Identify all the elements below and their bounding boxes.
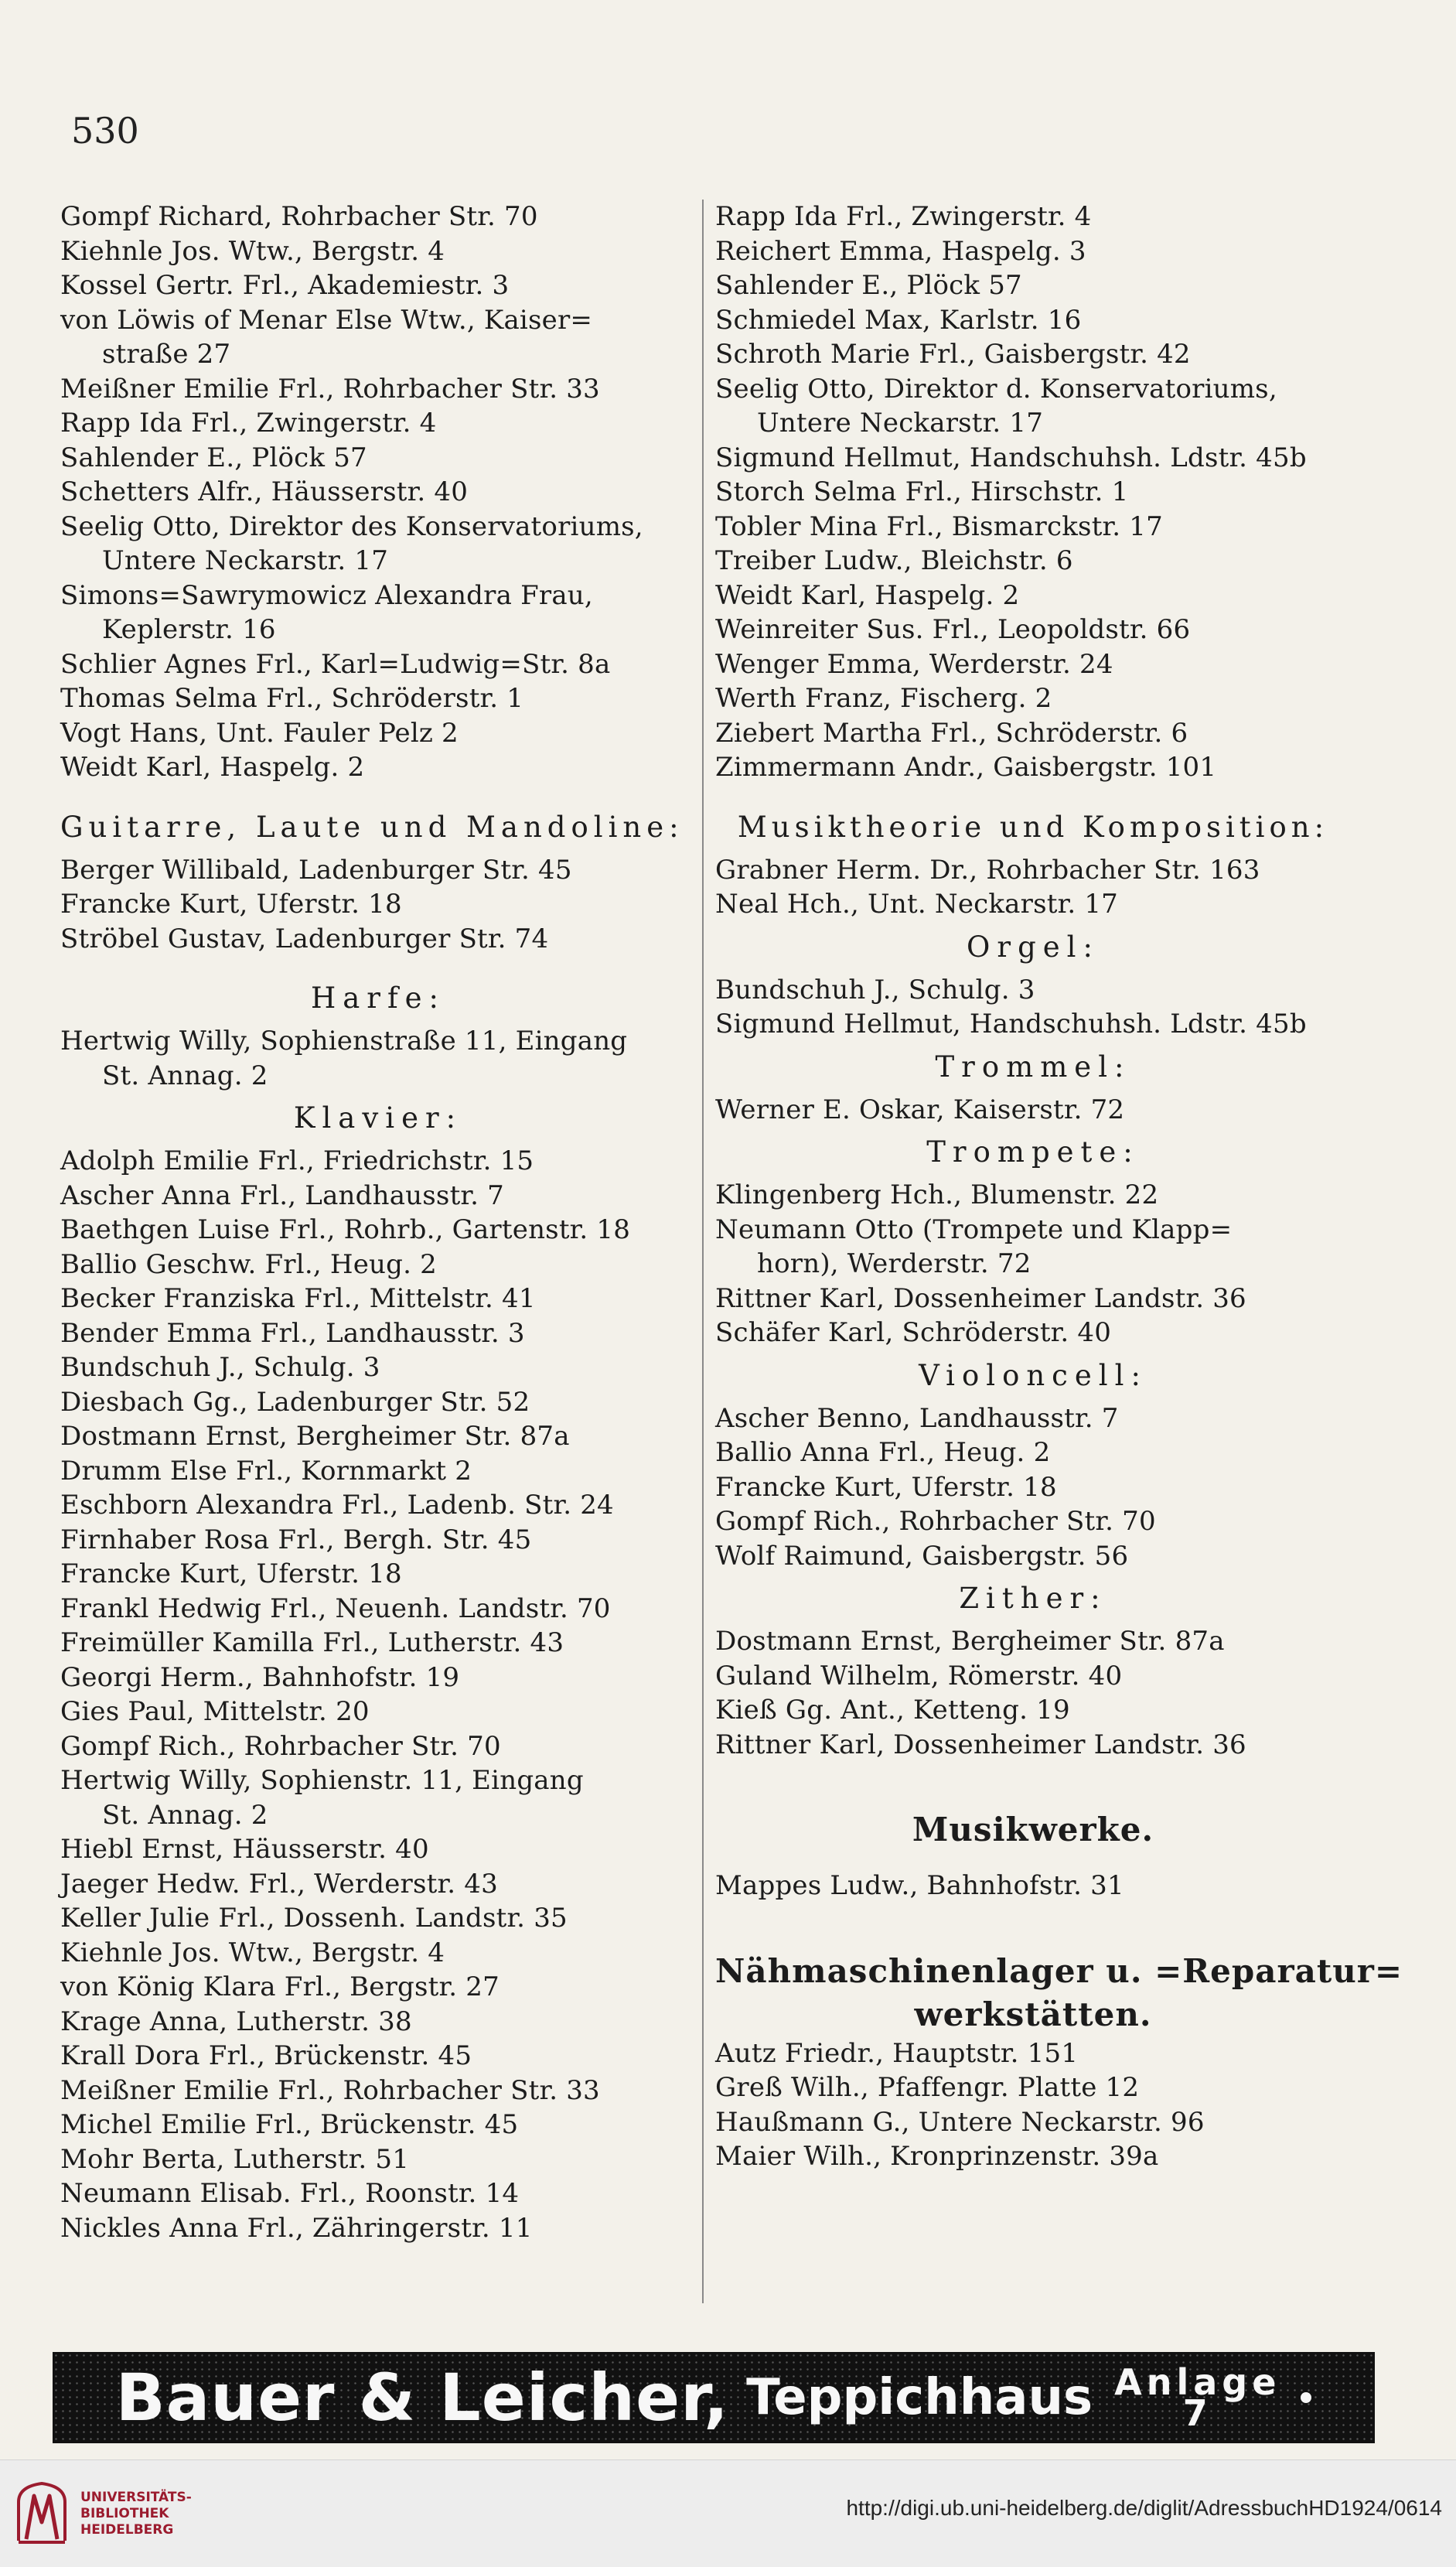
banner-anlage	[1114, 2361, 1281, 2434]
list-entry: Ziebert Martha Frl., Schröderstr. 6	[715, 717, 1188, 749]
list-entry: Haußmann G., Untere Neckarstr. 96	[715, 2106, 1205, 2138]
list-entry: Gompf Richard, Rohrbacher Str. 70	[60, 201, 538, 232]
advertisement-banner	[53, 2352, 1375, 2443]
list-entry: Hertwig Willy, Sophienstr. 11, Eingang	[60, 1765, 584, 1796]
list-entry: Zimmermann Andr., Gaisbergstr. 101	[715, 752, 1217, 783]
list-entry: Weidt Karl, Haspelg. 2	[715, 579, 1020, 611]
list-entry: Reichert Emma, Haspelg. 3	[715, 235, 1086, 267]
library-name	[80, 2490, 192, 2538]
list-entry: Kiehnle Jos. Wtw., Bergstr. 4	[60, 235, 445, 267]
column-divider	[702, 200, 704, 2303]
list-entry: Rittner Karl, Dossenheimer Landstr. 36	[715, 1282, 1246, 1314]
list-entry: Tobler Mina Frl., Bismarckstr. 17	[715, 510, 1163, 542]
list-entry: Mohr Berta, Lutherstr. 51	[60, 2143, 410, 2175]
library-name-line: UNIVERSITÄTS-	[80, 2490, 192, 2505]
university-library-logo-icon	[14, 2479, 70, 2547]
list-entry: Krage Anna, Lutherstr. 38	[60, 2005, 412, 2037]
list-entry: Seelig Otto, Direktor des Konservatoriums,	[60, 510, 643, 542]
list-entry: Bundschuh J., Schulg. 3	[715, 974, 1035, 1005]
section-heading-guitar: Guitarre, Laute und Mandoline:	[60, 810, 684, 844]
list-entry: Ascher Anna Frl., Landhausstr. 7	[60, 1179, 504, 1211]
list-entry: Weinreiter Sus. Frl., Leopoldstr. 66	[715, 614, 1191, 645]
list-entry-continuation: horn), Werderstr. 72	[757, 1248, 1031, 1279]
list-entry: Grabner Herm. Dr., Rohrbacher Str. 163	[715, 854, 1260, 886]
list-entry: Rittner Karl, Dossenheimer Landstr. 36	[715, 1729, 1246, 1760]
list-entry: Kieß Gg. Ant., Ketteng. 19	[715, 1695, 1070, 1726]
list-entry: Ballio Geschw. Frl., Heug. 2	[60, 1248, 437, 1280]
section-heading-trumpet: Trompete:	[926, 1135, 1140, 1169]
list-entry: Werner E. Oskar, Kaiserstr. 72	[715, 1094, 1125, 1125]
library-name-line: BIBLIOTHEK	[80, 2506, 169, 2521]
section-heading-drum: Trommel:	[935, 1050, 1131, 1084]
list-entry: Jaeger Hedw. Frl., Werderstr. 43	[60, 1868, 498, 1900]
section-heading-sewing-machines: Nähmaschinenlager u. =Reparatur=	[715, 1951, 1403, 1990]
list-entry: Rapp Ida Frl., Zwingerstr. 4	[715, 201, 1092, 232]
list-entry: Bender Emma Frl., Landhausstr. 3	[60, 1317, 525, 1349]
list-entry: Mappes Ludw., Bahnhofstr. 31	[715, 1870, 1124, 1901]
section-heading-piano: Klavier:	[293, 1101, 463, 1135]
list-entry: Francke Kurt, Uferstr. 18	[715, 1471, 1057, 1503]
list-entry: Ballio Anna Frl., Heug. 2	[715, 1437, 1051, 1468]
list-entry: Keller Julie Frl., Dossenh. Landstr. 35	[60, 1903, 568, 1934]
list-entry: Maier Wilh., Kronprinzenstr. 39a	[715, 2141, 1159, 2172]
section-heading-cello: Violoncell:	[919, 1358, 1147, 1392]
list-entry: Schmiedel Max, Karlstr. 16	[715, 304, 1082, 336]
list-entry: Dostmann Ernst, Bergheimer Str. 87a	[60, 1421, 570, 1452]
list-entry: Weidt Karl, Haspelg. 2	[60, 752, 365, 783]
banner-anlage-number: 7	[1182, 2392, 1212, 2434]
list-entry: Schroth Marie Frl., Gaisbergstr. 42	[715, 339, 1191, 370]
list-entry: Schlier Agnes Frl., Karl=Ludwig=Str. 8a	[60, 648, 611, 680]
section-heading-harp: Harfe:	[310, 981, 446, 1015]
list-entry: Ascher Benno, Landhausstr. 7	[715, 1402, 1119, 1434]
list-entry: Georgi Herm., Bahnhofstr. 19	[60, 1661, 460, 1693]
list-entry: Adolph Emilie Frl., Friedrichstr. 15	[60, 1145, 534, 1176]
list-entry: Frankl Hedwig Frl., Neuenh. Landstr. 70	[60, 1592, 611, 1624]
list-entry: Gompf Rich., Rohrbacher Str. 70	[60, 1730, 501, 1762]
list-entry: Becker Franziska Frl., Mittelstr. 41	[60, 1283, 536, 1314]
banner-business-type: Teppichhaus	[746, 2369, 1093, 2426]
list-entry: Bundschuh J., Schulg. 3	[60, 1352, 380, 1383]
list-entry: Diesbach Gg., Ladenburger Str. 52	[60, 1386, 530, 1418]
list-entry: Greß Wilh., Pfaffengr. Platte 12	[715, 2072, 1140, 2103]
list-entry: Neumann Otto (Trompete und Klapp=	[715, 1214, 1233, 1245]
banner-anlage-label: Anlage	[1114, 2361, 1281, 2403]
list-entry: Treiber Ludw., Bleichstr. 6	[715, 545, 1073, 576]
list-entry: Storch Selma Frl., Hirschstr. 1	[715, 476, 1129, 507]
list-entry: Firnhaber Rosa Frl., Bergh. Str. 45	[60, 1524, 532, 1555]
list-entry: von Löwis of Menar Else Wtw., Kaiser=	[60, 304, 593, 336]
list-entry: Krall Dora Frl., Brückenstr. 45	[60, 2040, 472, 2071]
list-entry: Neal Hch., Unt. Neckarstr. 17	[715, 889, 1119, 920]
list-entry: Wolf Raimund, Gaisbergstr. 56	[715, 1540, 1129, 1572]
permalink-url[interactable]: http://digi.ub.uni-heidelberg.de/diglit/AdressbuchHD1924/0614	[846, 2496, 1442, 2520]
list-entry: Meißner Emilie Frl., Rohrbacher Str. 33	[60, 2074, 600, 2106]
list-entry: Eschborn Alexandra Frl., Ladenb. Str. 24	[60, 1490, 614, 1521]
list-entry: Werth Franz, Fischerg. 2	[715, 683, 1052, 714]
list-entry: Berger Willibald, Ladenburger Str. 45	[60, 854, 572, 886]
list-entry: Schäfer Karl, Schröderstr. 40	[715, 1317, 1112, 1348]
list-entry: Sigmund Hellmut, Handschuhsh. Ldstr. 45b	[715, 442, 1307, 473]
list-entry: Kossel Gertr. Frl., Akademiestr. 3	[60, 270, 510, 301]
left-column	[60, 200, 696, 2245]
list-entry: Freimüller Kamilla Frl., Lutherstr. 43	[60, 1627, 564, 1658]
page-number: 530	[71, 110, 139, 152]
list-entry-continuation: straße 27	[102, 339, 231, 370]
list-entry: Meißner Emilie Frl., Rohrbacher Str. 33	[60, 373, 600, 405]
list-entry-continuation: St. Annag. 2	[102, 1060, 268, 1091]
list-entry: Gompf Rich., Rohrbacher Str. 70	[715, 1506, 1156, 1537]
list-entry-continuation: Untere Neckarstr. 17	[102, 545, 389, 576]
list-entry: Kiehnle Jos. Wtw., Bergstr. 4	[60, 1937, 445, 1968]
list-entry: Ströbel Gustav, Ladenburger Str. 74	[60, 923, 549, 954]
list-entry: Dostmann Ernst, Bergheimer Str. 87a	[715, 1626, 1225, 1657]
list-entry: Schetters Alfr., Häusserstr. 40	[60, 476, 469, 507]
list-entry: Klingenberg Hch., Blumenstr. 22	[715, 1179, 1159, 1210]
list-entry: Sahlender E., Plöck 57	[60, 442, 367, 473]
section-heading-organ: Orgel:	[967, 930, 1100, 964]
list-entry: Michel Emilie Frl., Brückenstr. 45	[60, 2109, 519, 2140]
list-entry: Francke Kurt, Uferstr. 18	[60, 1558, 402, 1589]
section-heading-music-works: Musikwerke.	[912, 1811, 1154, 1848]
list-entry: Rapp Ida Frl., Zwingerstr. 4	[60, 408, 437, 439]
list-entry: Neumann Elisab. Frl., Roonstr. 14	[60, 2178, 520, 2209]
list-entry: Baethgen Luise Frl., Rohrb., Gartenstr. 18	[60, 1214, 631, 1245]
list-entry: Hertwig Willy, Sophienstraße 11, Eingang	[60, 1026, 628, 1056]
list-entry: Sahlender E., Plöck 57	[715, 270, 1022, 301]
list-entry: Vogt Hans, Unt. Fauler Pelz 2	[60, 717, 459, 749]
list-entry: Wenger Emma, Werderstr. 24	[715, 648, 1113, 680]
section-heading-sewing-machines-cont: werkstätten.	[914, 1995, 1152, 2033]
banner-dot	[1301, 2392, 1311, 2403]
list-entry: Seelig Otto, Direktor d. Konservatoriums,	[715, 373, 1277, 405]
list-entry: Gies Paul, Mittelstr. 20	[60, 1696, 370, 1727]
list-entry: Simons=Sawrymowicz Alexandra Frau,	[60, 579, 593, 611]
list-entry: Francke Kurt, Uferstr. 18	[60, 889, 402, 920]
viewer-footer	[0, 2459, 1456, 2567]
list-entry: von König Klara Frl., Bergstr. 27	[60, 1971, 500, 2002]
list-entry: Nickles Anna Frl., Zähringerstr. 11	[60, 2212, 533, 2244]
list-entry-continuation: St. Annag. 2	[102, 1799, 268, 1831]
section-heading-theory: Musiktheorie und Komposition:	[737, 810, 1329, 844]
right-column	[715, 200, 1403, 2174]
list-entry: Autz Friedr., Hauptstr. 151	[715, 2037, 1079, 2069]
list-entry: Hiebl Ernst, Häusserstr. 40	[60, 1834, 429, 1865]
list-entry: Thomas Selma Frl., Schröderstr. 1	[60, 683, 524, 714]
list-entry: Sigmund Hellmut, Handschuhsh. Ldstr. 45b	[715, 1009, 1307, 1039]
banner-company-name: Bauer & Leicher,	[115, 2360, 730, 2436]
library-name-line: HEIDELBERG	[80, 2522, 174, 2538]
list-entry-continuation: Keplerstr. 16	[102, 614, 276, 645]
list-entry: Guland Wilhelm, Römerstr. 40	[715, 1660, 1123, 1691]
list-entry-continuation: Untere Neckarstr. 17	[757, 408, 1044, 439]
section-heading-zither: Zither:	[959, 1582, 1107, 1615]
list-entry: Drumm Else Frl., Kornmarkt 2	[60, 1455, 472, 1487]
